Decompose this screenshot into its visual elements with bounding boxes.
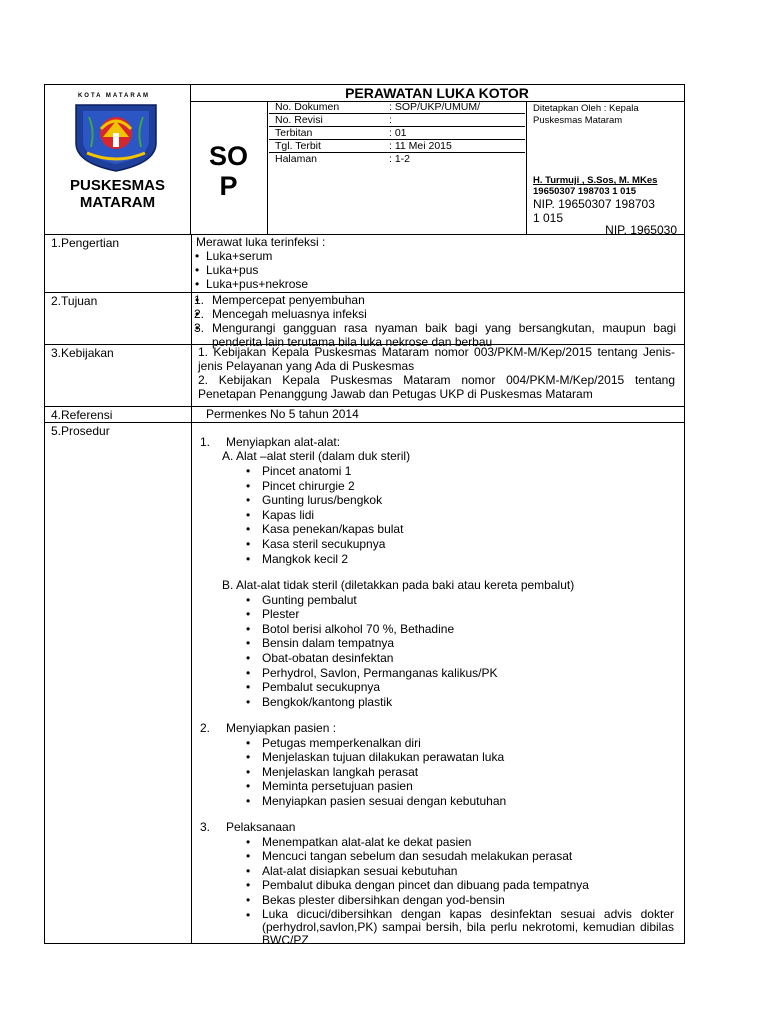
section-pengertian	[44, 235, 685, 293]
list-item: • Luka+pus	[192, 263, 682, 277]
meta-row: No. Dokumen : SOP/UKP/UMUM/	[269, 101, 525, 114]
section-content	[191, 293, 682, 349]
step-number: 1.	[200, 435, 211, 449]
list-item: • 3. Mengurangi gangguan rasa nyaman baik bagi yang bersangkutan, maupun bagi penderita lain terutama bila luka nekrose dan berbau	[192, 321, 676, 349]
meta-row: No. Revisi :	[269, 114, 525, 127]
step-title: Menyiapkan alat-alat:	[226, 435, 341, 449]
signatory-nip-right: NIP. 1965030	[605, 223, 677, 237]
section-label: 1.Pengertian	[51, 236, 120, 250]
signatory-name: H. Turmuji , S.Sos, M. MKes	[533, 175, 658, 186]
org-name: PUSKESMAS MATARAM	[69, 177, 166, 211]
section-content: 1. Menyiapkan alat-alat: A. Alat –alat steril (dalam duk steril) • Pincet anatomi 1 • Pincet chirurgie 2 • Gunting lurus/bengkok • Kapas lidi • Kasa penekan/kapas bulat • Kasa steril secukupnya • Mangkok kecil 2 B. Alat-alat tidak steril (diletakkan pada baki atau kereta pembalut) • Gunting pembalut • Plester • Botol berisi alkohol 70 %, Bethadine • Bensin dalam tempatnya • Obat-obatan desinfektan • Perhydrol, Savlon, Permanganas kalikus/PK • Pembalut secukupnya • Bengkok/kantong plastik 2. Menyiapkan pasien : • Petugas memperkenalkan diri • Menjelaskan tujuan dilakukan perawatan luka • Menjelaskan langkah perasat • Meminta persetujuan pasien • Menyiapkan pasien sesuai dengan kebutuhan 3. Pelaksanaan • Menempatkan alat-alat ke dekat pasien • Mencuci tangan sebelum dan sesudah melakukan perasat • Alat-alat disiapkan sesuai kebutuhan • Pembalut dibuka dengan pincet dan dibuang pada tempatnya • Bekas plester dibersihkan dengan yod-bensin • Luka dicuci/dibersihkan dengan kapas desinfektan sesuai advis dokter (perhydrol,savlon,PK) sampai bersih, bila perlu nekrotomi, kemudian dibilas BWC/PZ	[191, 423, 682, 943]
step-title: Pelaksanaan	[226, 820, 296, 834]
mataram-emblem-icon	[71, 103, 161, 173]
signatory-nip-small: 19650307 198703 1 015	[533, 186, 637, 197]
section-label: 5.Prosedur	[51, 424, 110, 438]
section-label: 2.Tujuan	[51, 294, 98, 308]
meta-row: Tgl. Terbit : 11 Mei 2015	[269, 140, 525, 153]
pengertian-list	[192, 249, 682, 291]
city-label: KOTA MATARAM	[77, 93, 151, 99]
document-meta	[269, 101, 525, 165]
section-content	[191, 235, 682, 292]
list-item: • Luka+pus+nekrose	[192, 277, 682, 291]
section-kebijakan	[44, 345, 685, 407]
kebijakan-item: 1. Kebijakan Kepala Puskesmas Mataram nomor 003/PKM-M/Kep/2015 tentang Jenis-jenis Pelayanan yang Ada di Puskesmas	[198, 345, 675, 373]
established-by: Ditetapkan Oleh : Kepala Puskesmas Mataram	[533, 103, 639, 126]
document-title: PERAWATAN LUKA KOTOR	[190, 85, 684, 102]
meta-row: Terbitan : 01	[269, 127, 525, 140]
section-content	[191, 407, 682, 422]
referensi-text: Permenkes No 5 tahun 2014	[206, 407, 359, 421]
sop-document	[44, 84, 685, 947]
section-referensi	[44, 407, 685, 423]
logo-cell	[45, 85, 191, 234]
list-item: • 1. Mempercepat penyembuhan	[192, 293, 676, 307]
signatory-nip: NIP. 19650307 198703 1 015	[533, 197, 655, 225]
section-content	[191, 345, 681, 406]
list-item: • Luka+serum	[192, 249, 682, 263]
tujuan-list	[192, 293, 682, 349]
meta-row: Halaman : 1-2	[275, 153, 411, 165]
section-prosedur	[44, 423, 685, 947]
sop-label: SO P	[190, 101, 268, 234]
step-number: 3.	[200, 820, 211, 834]
kebijakan-item: 2. Kebijakan Kepala Puskesmas Mataram nomor 004/PKM-M/Kep/2015 tentang Penetapan Penanggung Jawab dan Petugas UKP di Puskesmas Mataram	[198, 373, 675, 401]
section-label: 4.Referensi	[51, 408, 113, 422]
section-label: 3.Kebijakan	[51, 346, 114, 360]
pengertian-intro: Merawat luka terinfeksi :	[196, 235, 326, 249]
signature-block	[526, 101, 685, 237]
list-item: • 2. Mencegah meluasnya infeksi	[192, 307, 676, 321]
step-number: 2.	[200, 721, 211, 735]
sop-header	[44, 84, 685, 235]
step-title: Menyiapkan pasien :	[226, 721, 337, 735]
section-tujuan	[44, 293, 685, 349]
